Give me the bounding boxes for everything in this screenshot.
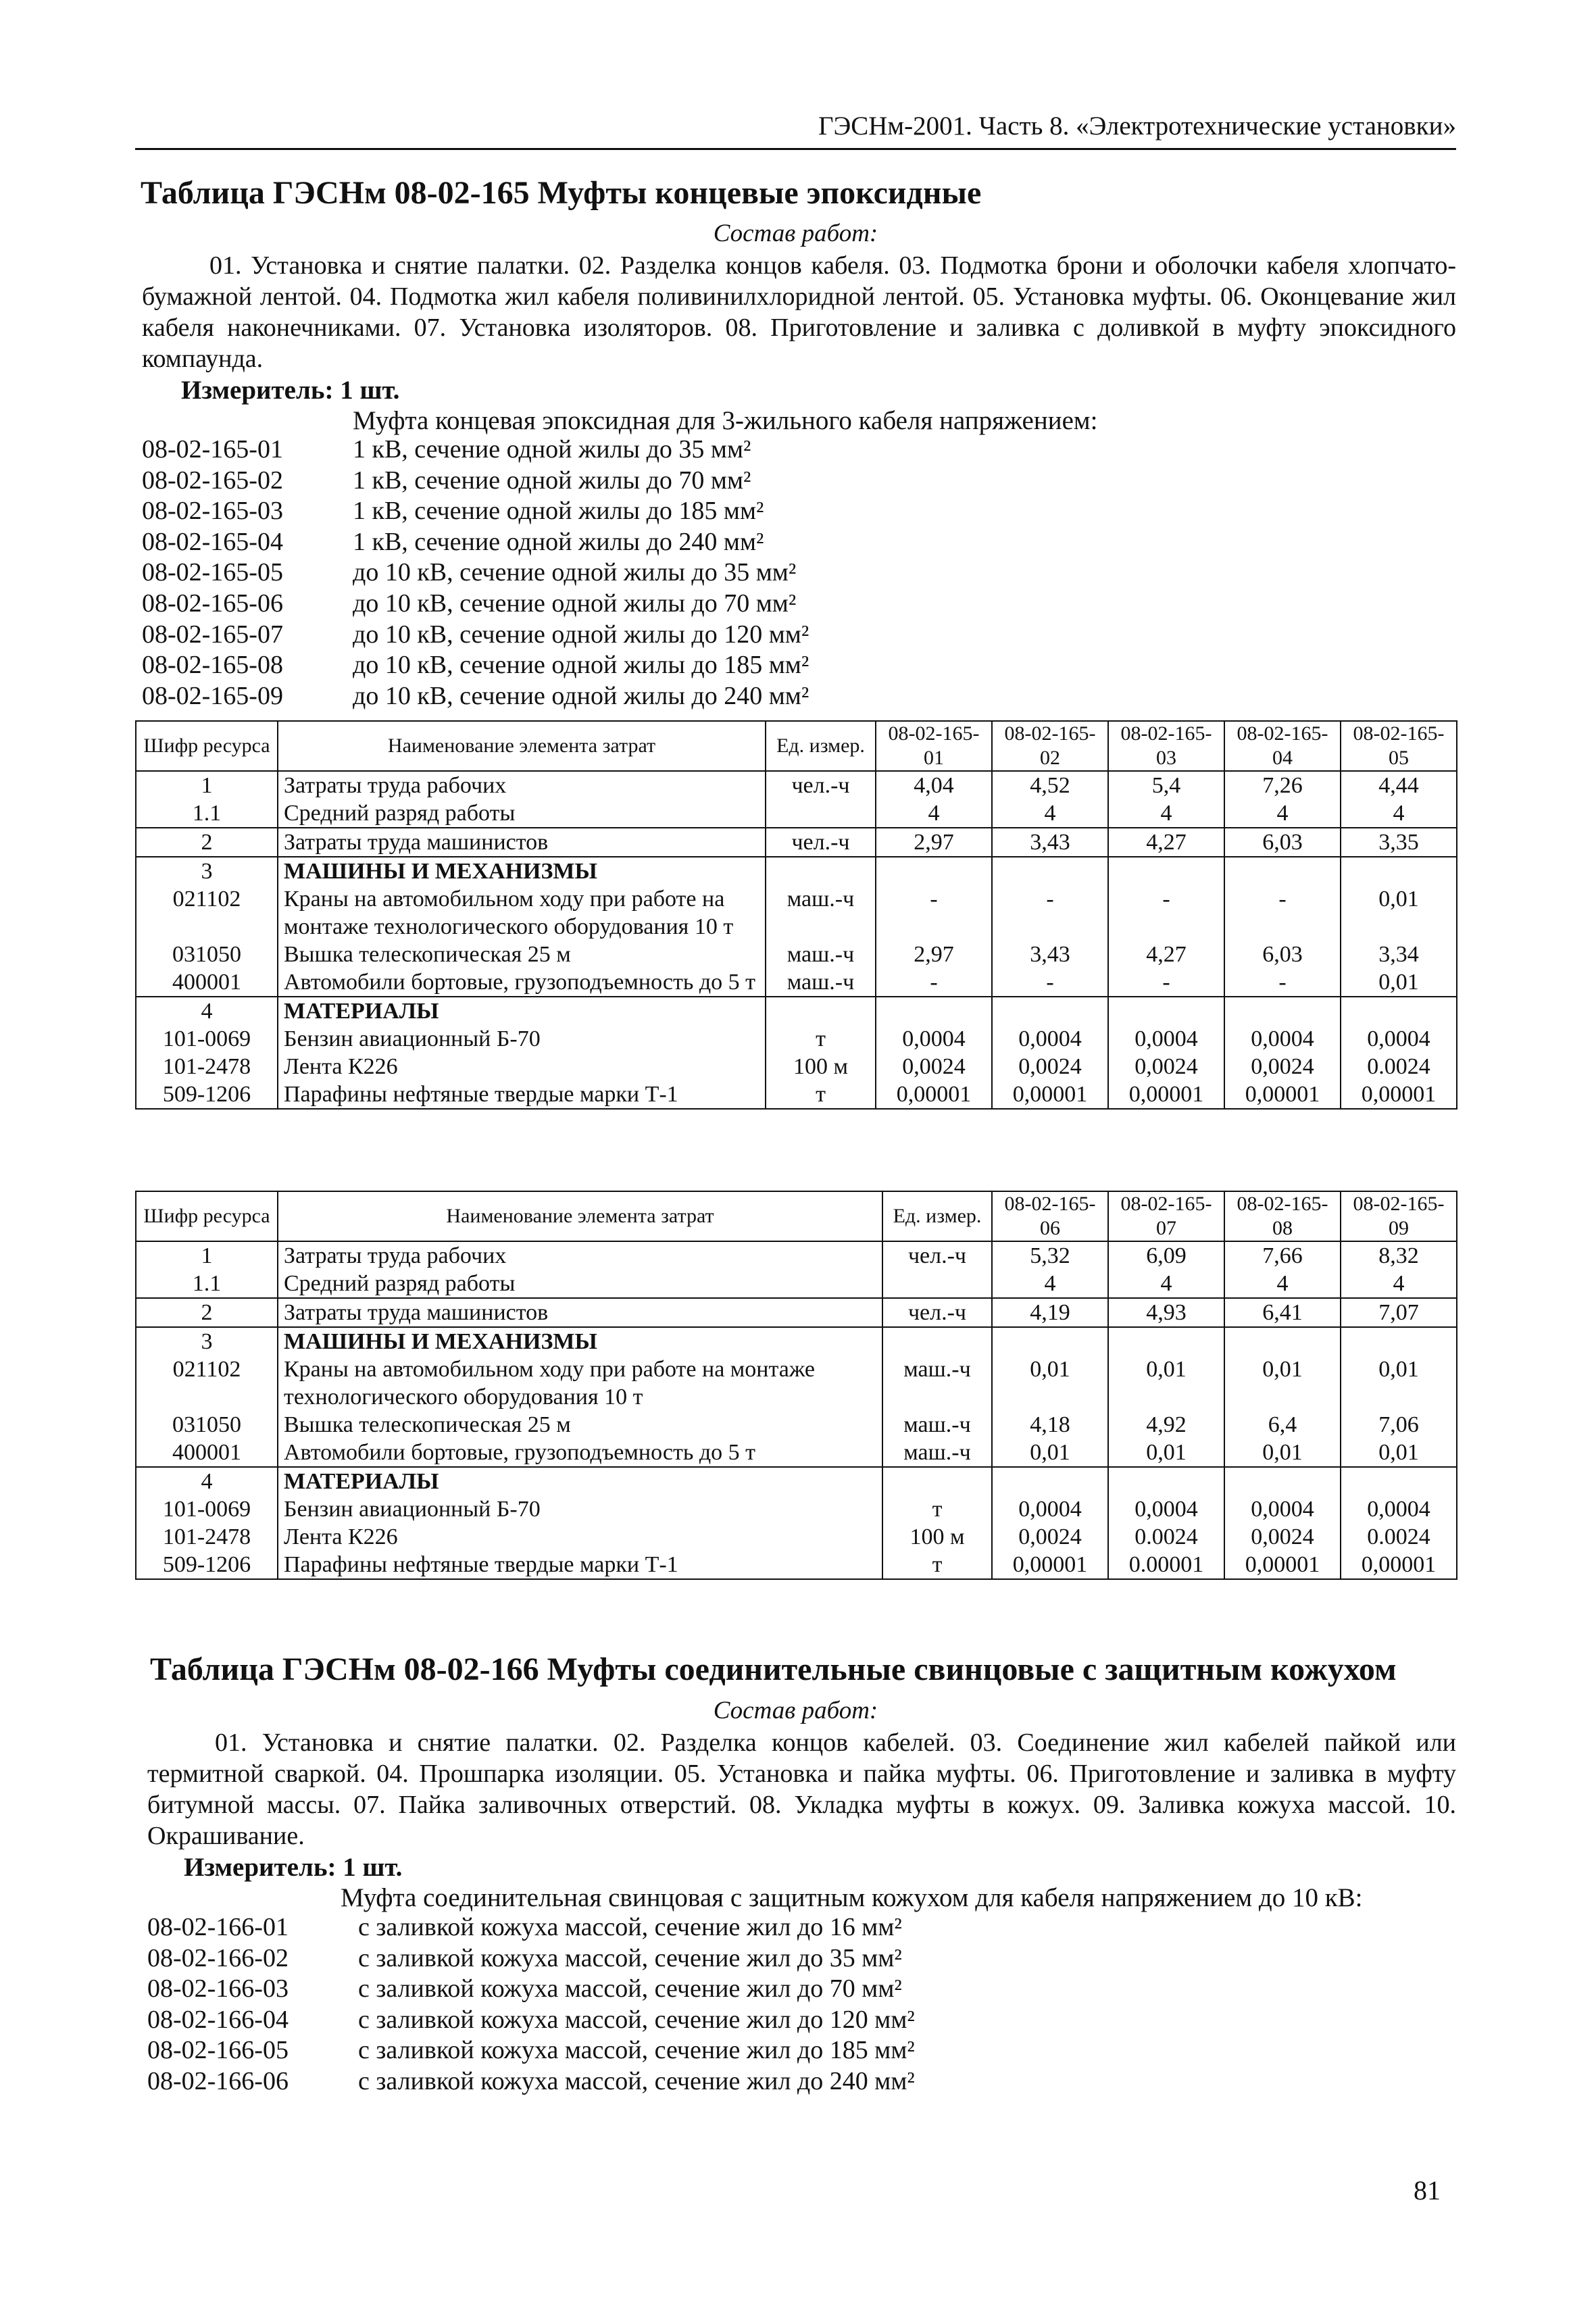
- cell-value: [876, 997, 992, 1025]
- cell-value: 0,0024: [1108, 1053, 1224, 1080]
- cell-value: 0,01: [992, 1439, 1108, 1467]
- cell-unit: чел.-ч: [766, 771, 876, 799]
- cell-value: 5,4: [1108, 771, 1224, 799]
- page-number: 81: [1414, 2175, 1441, 2206]
- cell-code: 509-1206: [136, 1551, 278, 1579]
- cell-code: 101-2478: [136, 1053, 278, 1080]
- cell-code: 400001: [136, 968, 278, 997]
- cell-name: Автомобили бортовые, грузоподъемность до 5 т: [278, 968, 766, 997]
- table-row: [136, 1025, 1457, 1053]
- table-row: [136, 1551, 1457, 1579]
- table-row: [136, 1053, 1457, 1080]
- cell-value: [1224, 857, 1341, 885]
- cell-code: 031050: [136, 941, 278, 968]
- cell-code: 101-2478: [136, 1523, 278, 1551]
- cell-code: 101-0069: [136, 1495, 278, 1523]
- composition-caption-166: Состав работ:: [713, 1697, 878, 1724]
- cell-name: Вышка телескопическая 25 м: [278, 941, 766, 968]
- cell-value: -: [1224, 885, 1341, 941]
- measure-166: Измеритель: 1 шт.: [184, 1853, 403, 1882]
- code-row: 08-02-165-06 до 10 кВ, сечение одной жилы до 70 мм²: [142, 589, 797, 618]
- measure-165: Измеритель: 1 шт.: [181, 376, 400, 405]
- code-row: 08-02-165-09 до 10 кВ, сечение одной жилы до 240 мм²: [142, 681, 809, 710]
- cell-value: 7,06: [1341, 1411, 1457, 1439]
- cell-value: 0,00001: [1341, 1080, 1457, 1109]
- cell-value: -: [1108, 968, 1224, 997]
- cell-value: 4: [1224, 1270, 1341, 1298]
- cell-value: -: [1224, 968, 1341, 997]
- cell-unit: т: [882, 1551, 992, 1579]
- cell-value: 4: [1108, 799, 1224, 828]
- table-row: [136, 1439, 1457, 1467]
- cell-unit: маш.-ч: [882, 1355, 992, 1411]
- cell-unit: 100 м: [882, 1523, 992, 1551]
- cell-value: 0,00001: [876, 1080, 992, 1109]
- cell-value: 0,0004: [1108, 1495, 1224, 1523]
- cell-value: 0,01: [1341, 885, 1457, 941]
- cell-code: 101-0069: [136, 1025, 278, 1053]
- cell-name: Средний разряд работы: [278, 1270, 882, 1298]
- cell-value: [1224, 1467, 1341, 1495]
- cell-code: 3: [136, 857, 278, 885]
- cell-code: 1.1: [136, 1270, 278, 1298]
- cell-code: 400001: [136, 1439, 278, 1467]
- cell-value: 3,43: [992, 828, 1108, 857]
- cell-unit: [766, 857, 876, 885]
- cell-value: -: [992, 885, 1108, 941]
- cell-unit: чел.-ч: [882, 1298, 992, 1327]
- table-row: [136, 968, 1457, 997]
- cell-name: Затраты труда машинистов: [278, 828, 766, 857]
- cell-value: 0,01: [1224, 1439, 1341, 1467]
- code-row: 08-02-165-03 1 кВ, сечение одной жилы до 185 мм²: [142, 497, 764, 526]
- cell-value: 0,0024: [1224, 1523, 1341, 1551]
- cell-value: 6,41: [1224, 1298, 1341, 1327]
- cell-value: 2,97: [876, 941, 992, 968]
- table-row: [136, 1298, 1457, 1327]
- table-row: [136, 1495, 1457, 1523]
- cell-value: 0,0024: [876, 1053, 992, 1080]
- cell-value: 0,0004: [992, 1495, 1108, 1523]
- header-code: Шифр ресурса: [136, 1191, 278, 1241]
- table-row: [136, 1523, 1457, 1551]
- cell-name: Затраты труда машинистов: [278, 1298, 882, 1327]
- code-row: 08-02-165-08 до 10 кВ, сечение одной жилы до 185 мм²: [142, 651, 809, 680]
- cell-value: 4,93: [1108, 1298, 1224, 1327]
- header-unit: Ед. измер.: [766, 721, 876, 771]
- cell-unit: чел.-ч: [766, 828, 876, 857]
- table-row: [136, 885, 1457, 941]
- cell-value: -: [1108, 885, 1224, 941]
- cell-value: 6,09: [1108, 1241, 1224, 1270]
- code-row: 08-02-166-06 с заливкой кожуха массой, сечение жил до 240 мм²: [147, 2066, 915, 2095]
- cell-value: -: [876, 968, 992, 997]
- cell-value: [992, 997, 1108, 1025]
- code-row: 08-02-166-05 с заливкой кожуха массой, сечение жил до 185 мм²: [147, 2036, 915, 2065]
- cell-name: Парафины нефтяные твердые марки Т-1: [278, 1551, 882, 1579]
- cell-value: 4,27: [1108, 941, 1224, 968]
- cell-unit: т: [882, 1495, 992, 1523]
- header-name: Наименование элемента затрат: [278, 1191, 882, 1241]
- header-col-code: 08-02-165-01: [876, 721, 992, 771]
- cell-name: Вышка телескопическая 25 м: [278, 1411, 882, 1439]
- cell-unit: 100 м: [766, 1053, 876, 1080]
- cell-value: [1341, 997, 1457, 1025]
- cell-code: 1: [136, 1241, 278, 1270]
- table-title-165: Таблица ГЭСНм 08-02-165 Муфты концевые эпоксидные: [141, 175, 982, 211]
- table-header-row: [136, 1191, 1457, 1241]
- cell-value: 3,35: [1341, 828, 1457, 857]
- resource-table-1: [135, 720, 1457, 1110]
- cell-value: 4: [1341, 1270, 1457, 1298]
- cell-name: Средний разряд работы: [278, 799, 766, 828]
- cell-code: 509-1206: [136, 1080, 278, 1109]
- header-name: Наименование элемента затрат: [278, 721, 766, 771]
- cell-name: Краны на автомобильном ходу при работе на монтаже технологического оборудования 10 т: [278, 885, 766, 941]
- cell-value: 0,00001: [1224, 1551, 1341, 1579]
- cell-value: -: [992, 968, 1108, 997]
- cell-value: 0,01: [1108, 1439, 1224, 1467]
- cell-value: 0.0024: [1108, 1523, 1224, 1551]
- cell-unit: маш.-ч: [766, 941, 876, 968]
- cell-name: МАШИНЫ И МЕХАНИЗМЫ: [278, 857, 766, 885]
- cell-unit: т: [766, 1080, 876, 1109]
- cell-value: 4: [1108, 1270, 1224, 1298]
- cell-value: 6,4: [1224, 1411, 1341, 1439]
- cell-name: Лента К226: [278, 1053, 766, 1080]
- cell-name: Краны на автомобильном ходу при работе на монтаже технологического оборудования 10 т: [278, 1355, 882, 1411]
- cell-value: [1108, 857, 1224, 885]
- table-row: [136, 828, 1457, 857]
- cell-value: 0,0024: [992, 1523, 1108, 1551]
- cell-value: 7,66: [1224, 1241, 1341, 1270]
- cell-value: 0,00001: [992, 1551, 1108, 1579]
- cell-unit: чел.-ч: [882, 1241, 992, 1270]
- code-row: 08-02-165-04 1 кВ, сечение одной жилы до 240 мм²: [142, 527, 764, 556]
- cell-value: 0,01: [1341, 968, 1457, 997]
- table-row: [136, 799, 1457, 828]
- cell-value: 5,32: [992, 1241, 1108, 1270]
- table-row: [136, 771, 1457, 799]
- cell-unit: маш.-ч: [766, 885, 876, 941]
- cell-value: 0.00001: [1108, 1551, 1224, 1579]
- cell-code: 031050: [136, 1411, 278, 1439]
- cell-unit: маш.-ч: [882, 1411, 992, 1439]
- cell-value: 4: [992, 799, 1108, 828]
- cell-code: 2: [136, 1298, 278, 1327]
- code-row: 08-02-166-01 с заливкой кожуха массой, сечение жил до 16 мм²: [147, 1913, 902, 1941]
- table-header-row: [136, 721, 1457, 771]
- cell-value: 4: [992, 1270, 1108, 1298]
- cell-value: [1224, 997, 1341, 1025]
- cell-name: Затраты труда рабочих: [278, 1241, 882, 1270]
- cell-unit: [766, 997, 876, 1025]
- cell-value: -: [876, 885, 992, 941]
- cell-value: 0,0024: [1224, 1053, 1341, 1080]
- code-row: 08-02-165-02 1 кВ, сечение одной жилы до 70 мм²: [142, 466, 751, 495]
- table-row: [136, 1355, 1457, 1411]
- cell-value: 0.0024: [1341, 1523, 1457, 1551]
- cell-value: 0,0004: [1224, 1495, 1341, 1523]
- code-row: 08-02-166-04 с заливкой кожуха массой, сечение жил до 120 мм²: [147, 2005, 915, 2034]
- composition-text-165: 01. Установка и снятие палатки. 02. Разделка концов кабеля. 03. Подмотка брони и оболочки кабеля хлопчато-бумажной лентой. 04. Подмотка жил кабеля поливинилхлоридной лентой. 05. Установка муфты. 06. Оконцевание жил кабеля наконечниками. 07. Установка изоляторов. 08. Приготовление и заливка с доливкой в муфту эпоксидного компаунда.: [142, 251, 1456, 373]
- cell-value: 0,00001: [992, 1080, 1108, 1109]
- cell-name: Бензин авиационный Б-70: [278, 1025, 766, 1053]
- cell-value: [876, 857, 992, 885]
- header-unit: Ед. измер.: [882, 1191, 992, 1241]
- cell-value: 4,04: [876, 771, 992, 799]
- table-title-166: Таблица ГЭСНм 08-02-166 Муфты соединительные свинцовые с защитным кожухом: [150, 1651, 1397, 1687]
- code-row: 08-02-165-05 до 10 кВ, сечение одной жилы до 35 мм²: [142, 558, 797, 587]
- cell-unit: маш.-ч: [766, 968, 876, 997]
- table-row: [136, 1241, 1457, 1270]
- cell-value: [1341, 1327, 1457, 1355]
- code-row: 08-02-166-02 с заливкой кожуха массой, сечение жил до 35 мм²: [147, 1943, 902, 1972]
- header-col-code: 08-02-165-06: [992, 1191, 1108, 1241]
- header-col-code: 08-02-165-03: [1108, 721, 1224, 771]
- cell-value: 0,0004: [1341, 1025, 1457, 1053]
- cell-unit: [882, 1270, 992, 1298]
- cell-code: 3: [136, 1327, 278, 1355]
- cell-value: 0,0004: [876, 1025, 992, 1053]
- cell-value: 0.0024: [1341, 1053, 1457, 1080]
- cell-name: Лента К226: [278, 1523, 882, 1551]
- cell-value: 4: [1341, 799, 1457, 828]
- cell-value: 0,01: [1224, 1355, 1341, 1411]
- cell-name: МАТЕРИАЛЫ: [278, 1467, 882, 1495]
- table-row: [136, 1467, 1457, 1495]
- table-row: [136, 941, 1457, 968]
- code-row: 08-02-165-07 до 10 кВ, сечение одной жилы до 120 мм²: [142, 620, 809, 649]
- cell-value: 3,34: [1341, 941, 1457, 968]
- code-list-165: [142, 434, 809, 712]
- cell-code: 1: [136, 771, 278, 799]
- cell-value: 4,52: [992, 771, 1108, 799]
- composition-text-166: 01. Установка и снятие палатки. 02. Разделка концов кабелей. 03. Соединение жил кабелей пайкой или термитной сваркой. 04. Прошпарка изоляции. 05. Установка и пайка муфты. 06. Приготовление и заливка в муфту битумной массы. 07. Пайка заливочных отверстий. 08. Укладка муфты в кожух. 09. Заливка кожуха массой. 10. Окрашивание.: [147, 1728, 1456, 1850]
- header-col-code: 08-02-165-08: [1224, 1191, 1341, 1241]
- cell-value: 4,92: [1108, 1411, 1224, 1439]
- code-list-166: [147, 1912, 915, 2097]
- table-row: [136, 1327, 1457, 1355]
- cell-value: 8,32: [1341, 1241, 1457, 1270]
- cell-code: 4: [136, 1467, 278, 1495]
- cell-value: 4,27: [1108, 828, 1224, 857]
- cell-code: 2: [136, 828, 278, 857]
- header-col-code: 08-02-165-04: [1224, 721, 1341, 771]
- cell-value: 0,0004: [1108, 1025, 1224, 1053]
- resource-table-2: [135, 1191, 1457, 1580]
- cell-value: [1341, 1467, 1457, 1495]
- cell-unit: т: [766, 1025, 876, 1053]
- table-row: [136, 1411, 1457, 1439]
- cell-value: [1224, 1327, 1341, 1355]
- cell-value: 4,18: [992, 1411, 1108, 1439]
- cell-value: [992, 1467, 1108, 1495]
- header-rule: [135, 148, 1456, 150]
- header-code: Шифр ресурса: [136, 721, 278, 771]
- code-row: 08-02-165-01 1 кВ, сечение одной жилы до 35 мм²: [142, 435, 751, 464]
- cell-value: 0,0004: [992, 1025, 1108, 1053]
- code-row: 08-02-166-03 с заливкой кожуха массой, сечение жил до 70 мм²: [147, 1974, 902, 2003]
- cell-unit: [766, 799, 876, 828]
- cell-code: 021102: [136, 885, 278, 941]
- table-row: [136, 1080, 1457, 1109]
- cell-name: Бензин авиационный Б-70: [278, 1495, 882, 1523]
- cell-value: 3,43: [992, 941, 1108, 968]
- cell-value: 4: [876, 799, 992, 828]
- cell-code: 4: [136, 997, 278, 1025]
- cell-value: 0,00001: [1341, 1551, 1457, 1579]
- cell-name: Парафины нефтяные твердые марки Т-1: [278, 1080, 766, 1109]
- cell-value: [1108, 1327, 1224, 1355]
- cell-value: 6,03: [1224, 941, 1341, 968]
- header-col-code: 08-02-165-02: [992, 721, 1108, 771]
- table-row: [136, 997, 1457, 1025]
- intro-165: Муфта концевая эпоксидная для 3-жильного кабеля напряжением:: [353, 406, 1098, 435]
- cell-value: 0,00001: [1224, 1080, 1341, 1109]
- cell-value: 0,01: [1108, 1355, 1224, 1411]
- cell-value: [1108, 1467, 1224, 1495]
- cell-value: 0,01: [1341, 1439, 1457, 1467]
- header-col-code: 08-02-165-07: [1108, 1191, 1224, 1241]
- cell-name: МАТЕРИАЛЫ: [278, 997, 766, 1025]
- cell-unit: [882, 1327, 992, 1355]
- cell-value: 0,0004: [1224, 1025, 1341, 1053]
- cell-value: 7,26: [1224, 771, 1341, 799]
- cell-value: [1341, 857, 1457, 885]
- cell-value: 0,0004: [1341, 1495, 1457, 1523]
- cell-value: [1108, 997, 1224, 1025]
- intro-166: Муфта соединительная свинцовая с защитным кожухом для кабеля напряжением до 10 кВ:: [341, 1883, 1363, 1912]
- table-row: [136, 1270, 1457, 1298]
- running-header: ГЭСНм-2001. Часть 8. «Электротехнические установки»: [818, 111, 1456, 141]
- cell-code: 1.1: [136, 799, 278, 828]
- cell-value: 4: [1224, 799, 1341, 828]
- cell-value: 2,97: [876, 828, 992, 857]
- cell-value: [992, 1327, 1108, 1355]
- cell-unit: [882, 1467, 992, 1495]
- table-row: [136, 857, 1457, 885]
- cell-value: 6,03: [1224, 828, 1341, 857]
- cell-name: Автомобили бортовые, грузоподъемность до 5 т: [278, 1439, 882, 1467]
- cell-value: 0,01: [992, 1355, 1108, 1411]
- cell-name: Затраты труда рабочих: [278, 771, 766, 799]
- cell-code: 021102: [136, 1355, 278, 1411]
- cell-value: 4,19: [992, 1298, 1108, 1327]
- composition-caption-165: Состав работ:: [713, 220, 878, 247]
- cell-unit: маш.-ч: [882, 1439, 992, 1467]
- cell-value: 7,07: [1341, 1298, 1457, 1327]
- cell-value: 0,00001: [1108, 1080, 1224, 1109]
- cell-value: 4,44: [1341, 771, 1457, 799]
- cell-value: 0,0024: [992, 1053, 1108, 1080]
- cell-value: 0,01: [1341, 1355, 1457, 1411]
- header-col-code: 08-02-165-09: [1341, 1191, 1457, 1241]
- cell-value: [992, 857, 1108, 885]
- cell-name: МАШИНЫ И МЕХАНИЗМЫ: [278, 1327, 882, 1355]
- header-col-code: 08-02-165-05: [1341, 721, 1457, 771]
